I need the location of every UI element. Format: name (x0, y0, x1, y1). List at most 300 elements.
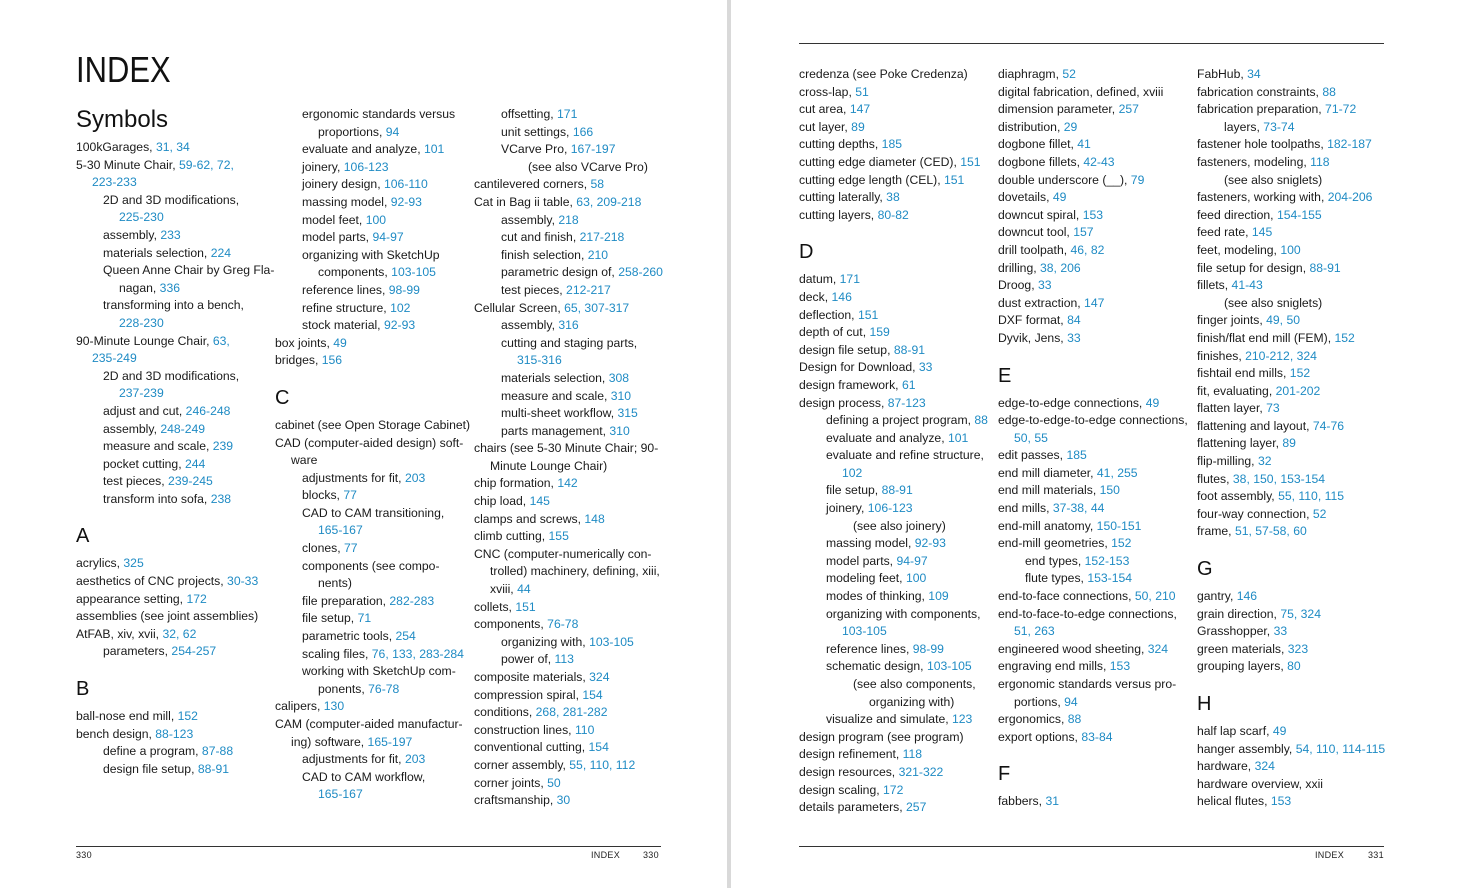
page-reference-link[interactable]: 49, 50 (1266, 313, 1300, 328)
entry-term: flip-milling, (1197, 454, 1258, 469)
page-reference-link[interactable]: 51 (855, 84, 869, 99)
page-reference-link[interactable]: 38 (886, 190, 900, 205)
index-entry (275, 352, 470, 370)
index-entry (799, 535, 994, 553)
page-reference-link[interactable]: 151 (857, 307, 879, 322)
page-reference-link[interactable]: 52 (1062, 67, 1076, 81)
page-reference-link[interactable]: 336 (159, 280, 181, 295)
page-reference-link[interactable]: 94 (385, 124, 400, 139)
page-reference-link[interactable]: 323 (1287, 641, 1309, 656)
page-reference-link[interactable]: 65, 307-317 (564, 300, 630, 315)
page-reference-link[interactable]: 77 (344, 541, 358, 556)
index-entry-continuation (275, 264, 470, 282)
page-reference-link[interactable]: 41-43 (1231, 278, 1263, 293)
index-entry (1197, 207, 1397, 225)
page-reference-link[interactable]: 103-105 (589, 634, 634, 649)
page-reference-link[interactable]: 233 (160, 227, 181, 242)
page-reference-link[interactable]: 87-88 (201, 744, 234, 759)
entry-term: foot assembly, (1197, 489, 1279, 504)
page-reference-link[interactable]: 101 (423, 142, 445, 157)
page-reference-link[interactable]: 151 (515, 599, 536, 614)
page-reference-link[interactable]: 151 (960, 154, 981, 169)
page-reference-link[interactable]: 257 (906, 800, 927, 815)
index-entry (799, 154, 994, 172)
page-reference-link[interactable]: 110 (574, 722, 595, 737)
page-reference-link[interactable]: 258-260 (618, 265, 663, 280)
page-reference-link[interactable]: 153 (1082, 207, 1104, 222)
entry-term: file preparation, (302, 593, 390, 608)
page-reference-link[interactable]: 80-82 (877, 207, 909, 222)
index-entry (76, 227, 271, 245)
page-reference-link[interactable]: 77 (343, 488, 357, 503)
entry-term: schematic design, (826, 659, 927, 674)
page-reference-link[interactable]: 154-155 (1276, 207, 1322, 222)
page-reference-link[interactable]: 145 (1251, 225, 1273, 240)
page-reference-link[interactable]: 325 (123, 556, 144, 571)
index-entry (799, 412, 994, 430)
page-reference-link[interactable]: 49 (1272, 724, 1287, 738)
page-reference-link[interactable]: 49 (333, 335, 347, 350)
page-reference-link[interactable]: 167-197 (570, 142, 616, 157)
page-reference-link[interactable]: 118 (1310, 154, 1330, 169)
entry-term: details parameters, (799, 800, 907, 815)
page-reference-link[interactable]: 42-43 (1083, 154, 1115, 169)
page-reference-link[interactable]: 100 (365, 212, 387, 227)
page-reference-link[interactable]: 88-91 (1309, 260, 1341, 275)
entry-term: model parts, (826, 553, 897, 568)
page-reference-link[interactable]: 61 (901, 377, 916, 392)
page-reference-link[interactable]: 165-197 (367, 734, 413, 749)
index-entry (76, 368, 271, 386)
page-reference-link[interactable]: 94 (1064, 694, 1078, 709)
page-reference-link[interactable]: 257 (1118, 102, 1139, 117)
index-entry (998, 295, 1193, 313)
entry-term: gantry, (1197, 589, 1237, 604)
page-reference-link[interactable]: 102 (842, 465, 863, 480)
page-reference-link[interactable]: 49 (1145, 395, 1160, 410)
page-reference-link[interactable]: 113 (554, 652, 574, 667)
index-entry-continuation (76, 209, 271, 227)
page-reference-link[interactable]: 235-249 (92, 351, 137, 366)
entry-term: calipers, (275, 699, 324, 714)
entry-term: (see also components, (853, 677, 976, 691)
page-reference-link[interactable]: 146 (831, 289, 852, 304)
page-reference-link[interactable]: 88 (1322, 84, 1336, 99)
index-entry (275, 194, 470, 212)
entry-term: file setup, (302, 611, 358, 626)
section-heading: Symbols (76, 106, 169, 133)
entry-term: hardware, (1197, 759, 1255, 774)
page-reference-link[interactable]: 88 (974, 413, 988, 428)
page-reference-link[interactable]: 203 (404, 752, 426, 767)
page-reference-link[interactable]: 31, 34 (155, 140, 190, 154)
entry-term: pocket cutting, (103, 456, 185, 471)
entry-term: deck, (799, 289, 832, 304)
entry-term: export options, (998, 729, 1082, 744)
page-reference-link[interactable]: 33 (1273, 624, 1288, 639)
index-entry-continuation (275, 786, 470, 804)
index-entry-continuation (799, 623, 994, 641)
index-entry (998, 136, 1193, 154)
page-reference-link[interactable]: 75, 324 (1280, 606, 1321, 621)
index-entry-continuation (275, 124, 470, 142)
index-entry (474, 124, 674, 142)
entry-term: CAD to CAM workflow, (302, 769, 426, 784)
page-reference-link[interactable]: 88-91 (881, 483, 913, 498)
page-reference-link[interactable]: 153-154 (1087, 571, 1133, 586)
page-reference-link[interactable]: 50, 55 (1014, 430, 1048, 445)
page-reference-link[interactable]: 153 (1270, 794, 1292, 809)
page-reference-link[interactable]: 156 (321, 353, 343, 368)
page-reference-link[interactable]: 37-38, 44 (1052, 501, 1105, 516)
page-reference-link[interactable]: 46, 82 (1070, 242, 1105, 257)
entry-term: engineered wood sheeting, (998, 641, 1148, 656)
index-entry (474, 212, 674, 230)
page-reference-link[interactable]: 152 (177, 709, 198, 724)
page-reference-link[interactable]: 148 (584, 511, 605, 526)
page-reference-link[interactable]: 92-93 (390, 194, 422, 209)
index-entry-continuation (998, 430, 1193, 448)
entry-term: feed rate, (1197, 225, 1252, 240)
page-reference-link[interactable]: 89 (1282, 436, 1296, 451)
page-reference-link[interactable]: 79 (1130, 172, 1145, 187)
index-entry-continuation (799, 694, 994, 712)
page-reference-link[interactable]: 106-123 (343, 159, 389, 174)
page-reference-link[interactable]: 34 (1247, 67, 1261, 81)
page-reference-link[interactable]: 44 (517, 582, 531, 597)
index-entry (1197, 741, 1397, 759)
page-reference-link[interactable]: 150 (1099, 483, 1120, 498)
page-reference-link[interactable]: 185 (1066, 448, 1087, 463)
index-entry (275, 176, 470, 194)
entry-term: Cat in Bag ii table, (474, 194, 577, 209)
entry-term: visualize and simulate, (826, 712, 952, 727)
entry-term: ergonomic standards versus (302, 107, 456, 121)
page-reference-link[interactable]: 92-93 (914, 536, 946, 551)
index-entry (799, 606, 994, 624)
page-reference-link[interactable]: 32 (1257, 454, 1272, 469)
footer-section-label: INDEX (1315, 850, 1345, 860)
page-reference-link[interactable]: 223-233 (92, 175, 137, 190)
index-entry (275, 751, 470, 769)
section-heading: G (1197, 558, 1213, 581)
page-reference-link[interactable]: 76-78 (547, 617, 579, 632)
entry-term: assemblies (see joint assemblies) (76, 609, 259, 624)
page-reference-link[interactable]: 52 (1312, 506, 1327, 521)
index-entry (1197, 523, 1397, 541)
index-entry (998, 277, 1193, 295)
page-reference-link[interactable]: 103-105 (926, 659, 972, 674)
page-reference-link[interactable]: 33 (918, 360, 933, 375)
index-entry (474, 651, 674, 669)
page-reference-link[interactable]: 30-33 (227, 574, 259, 589)
page-reference-link[interactable]: 147 (849, 102, 871, 117)
page-reference-link[interactable]: 244 (184, 456, 206, 471)
page-reference-link[interactable]: 51, 57-58, 60 (1234, 524, 1307, 539)
page-reference-link[interactable]: 324 (589, 670, 610, 684)
entry-term: composite materials, (474, 670, 590, 684)
page-reference-link[interactable]: 212-217 (566, 282, 611, 297)
page-reference-link[interactable]: 76-78 (368, 681, 400, 696)
page-reference-link[interactable]: 63, 209-218 (576, 194, 642, 209)
index-entry (799, 641, 994, 659)
index-entry (474, 546, 674, 564)
index-entry (76, 262, 275, 280)
entry-term: fabrication preparation, (1197, 102, 1326, 117)
entry-term: end mill diameter, (998, 465, 1097, 480)
entry-term: multi-sheet workflow, (501, 406, 618, 421)
page-reference-link[interactable]: 185 (881, 137, 903, 152)
page-reference-link[interactable]: 87-123 (887, 395, 926, 410)
page-reference-link[interactable]: 268, 281-282 (535, 705, 608, 720)
page-reference-link[interactable]: 310 (610, 388, 632, 403)
index-entry (76, 297, 271, 315)
page-reference-link[interactable]: 74-76 (1312, 418, 1345, 433)
page-reference-link[interactable]: 228-230 (119, 315, 164, 330)
index-entry (275, 698, 470, 716)
page-reference-link[interactable]: 32, 62 (162, 626, 197, 641)
page-reference-link[interactable]: 166 (572, 124, 594, 139)
index-title: INDEX (76, 49, 171, 90)
entry-term: materials selection, (501, 370, 609, 385)
page-reference-link[interactable]: 218 (558, 212, 579, 227)
page-reference-link[interactable]: 308 (608, 370, 630, 385)
entry-term: grouping layers, (1197, 659, 1288, 674)
page-reference-link[interactable]: 237-239 (119, 386, 164, 401)
index-entry (1197, 136, 1397, 154)
page-reference-link[interactable]: 172 (186, 591, 207, 606)
page-reference-link[interactable]: 80 (1287, 659, 1301, 674)
page-reference-link[interactable]: 123 (952, 712, 973, 727)
entry-term: Cellular Screen, (474, 300, 565, 315)
entry-term: corner joints, (474, 775, 548, 790)
page-reference-link[interactable]: 94-97 (372, 230, 404, 245)
index-entry-continuation (275, 681, 470, 699)
page-reference-link[interactable]: 73-74 (1263, 119, 1295, 134)
page-reference-link[interactable]: 103-105 (842, 624, 887, 639)
page-reference-link[interactable]: 150-151 (1096, 518, 1142, 533)
page-reference-link[interactable]: 100 (1280, 242, 1301, 257)
page-reference-link[interactable]: 246-248 (185, 403, 231, 418)
section-heading: H (1197, 693, 1212, 715)
page-reference-link[interactable]: 63, (212, 333, 230, 348)
page-reference-link[interactable]: 217-218 (579, 230, 625, 245)
index-entry (799, 676, 994, 694)
page-reference-link[interactable]: 254-257 (171, 644, 217, 659)
page-reference-link[interactable]: 154 (588, 740, 609, 755)
page-reference-link[interactable]: 29 (1063, 119, 1078, 134)
entry-term: file setup, (826, 483, 882, 498)
page-reference-link[interactable]: 88-91 (197, 761, 230, 776)
page-reference-link[interactable]: 152 (1289, 366, 1311, 381)
page-reference-link[interactable]: 55, 110, 112 (569, 757, 636, 772)
page-reference-link[interactable]: 146 (1236, 589, 1258, 604)
index-entry (275, 300, 470, 318)
page-reference-link[interactable]: 254 (395, 629, 416, 644)
page-reference-link[interactable]: 71-72 (1325, 102, 1357, 117)
entry-term: define a program, (103, 744, 202, 759)
page-reference-link[interactable]: 49 (1052, 190, 1067, 205)
page-reference-link[interactable]: 106-123 (867, 501, 913, 516)
page-reference-link[interactable]: 55, 110, 115 (1278, 489, 1345, 504)
page-reference-link[interactable]: 310 (609, 423, 630, 438)
entry-term: finish/flat end mill (FEM), (1197, 330, 1335, 345)
entry-term: flatten layer, (1197, 401, 1267, 416)
entry-term: model parts, (302, 230, 373, 245)
page-reference-link[interactable]: 159 (869, 325, 890, 340)
page-reference-link[interactable]: 103-105 (391, 265, 436, 280)
index-entry (76, 333, 271, 351)
page-reference-link[interactable]: 31 (1045, 794, 1059, 809)
page-reference-link[interactable]: 152 (1111, 536, 1132, 551)
entry-term: engraving end mills, (998, 659, 1110, 674)
page-reference-link[interactable]: 315 (617, 406, 638, 421)
page-reference-link[interactable]: 71 (357, 611, 372, 626)
index-entry (1197, 641, 1397, 659)
page-reference-link[interactable]: 171 (557, 107, 578, 121)
entry-term: organizing with, (501, 634, 590, 649)
page-reference-link[interactable]: 239 (212, 439, 234, 454)
page-reference-link[interactable]: 165-167 (318, 787, 363, 802)
section-heading: B (76, 678, 90, 701)
page-reference-link[interactable]: 210 (587, 247, 609, 262)
page-reference-link[interactable]: 88-91 (893, 342, 926, 357)
entry-term: chairs (see 5-30 Minute Chair; 90- (474, 441, 659, 456)
page-reference-link[interactable]: 38, 150, 153-154 (1232, 471, 1326, 486)
page-reference-link[interactable]: 204-206 (1327, 190, 1373, 205)
page-reference-link[interactable]: 38, 206 (1040, 260, 1081, 275)
page-reference-link[interactable]: 109 (928, 589, 949, 604)
entry-term: Design for Download, (799, 360, 919, 375)
index-entry (998, 518, 1193, 536)
index-entry (998, 84, 1193, 102)
page-reference-link[interactable]: 153 (1109, 659, 1131, 674)
page-reference-link[interactable]: 100 (905, 571, 927, 586)
page-reference-link[interactable]: 182-187 (1327, 137, 1372, 152)
page-reference-link[interactable]: 147 (1084, 295, 1105, 310)
entry-term: fillets, (1197, 278, 1232, 293)
index-entry-continuation (275, 575, 470, 593)
entry-term: design refinement, (799, 747, 903, 762)
entry-term: dogbone fillets, (998, 154, 1084, 169)
page-reference-link[interactable]: 88 (1067, 712, 1082, 727)
page-reference-link[interactable]: 94-97 (896, 553, 928, 568)
page-reference-link[interactable]: 51, 263 (1014, 624, 1055, 639)
index-entry-continuation (275, 452, 470, 470)
page-reference-link[interactable]: 130 (323, 699, 345, 714)
entry-term: parametric design of, (501, 265, 619, 280)
page-reference-link[interactable]: 225-230 (119, 210, 164, 225)
page-reference-link[interactable]: 54, 110, 114-115 (1295, 741, 1386, 756)
entry-term: (see also VCarve Pro) (528, 159, 648, 174)
page-reference-link[interactable]: 321-322 (898, 764, 944, 779)
index-entry (1197, 723, 1397, 741)
entry-term: grain direction, (1197, 606, 1281, 621)
page-reference-link[interactable]: 50 (547, 775, 561, 790)
page-reference-link[interactable]: 98-99 (388, 282, 420, 297)
page-reference-link[interactable]: 171 (839, 272, 860, 287)
page-reference-link[interactable]: 324 (1147, 641, 1169, 656)
entry-term: craftsmanship, (474, 793, 557, 808)
index-entry (1197, 365, 1397, 383)
index-entry (1197, 658, 1397, 676)
index-entry (998, 588, 1193, 606)
page-reference-link[interactable]: 157 (1073, 225, 1094, 240)
index-entry (474, 493, 674, 511)
page-reference-link[interactable]: 102 (390, 300, 411, 315)
page-reference-link[interactable]: 88-123 (155, 726, 194, 741)
entry-term: cut and finish, (501, 230, 580, 245)
page-reference-link[interactable]: 224 (210, 245, 232, 260)
section-heading: D (799, 241, 814, 264)
page-reference-link[interactable]: 152-153 (1084, 553, 1130, 568)
entry-term: ing) software, (291, 734, 368, 749)
page-reference-link[interactable]: 165-167 (318, 523, 363, 538)
entry-term: measure and scale, (501, 388, 611, 403)
page-reference-link[interactable]: 248-249 (160, 421, 206, 436)
page-reference-link[interactable]: 282-283 (389, 593, 435, 608)
index-entry (799, 395, 994, 413)
page-reference-link[interactable]: 324 (1254, 759, 1275, 774)
page-reference-link[interactable]: 210-212, 324 (1245, 348, 1317, 363)
index-entry (998, 242, 1193, 260)
page-reference-link[interactable]: 41 (1077, 137, 1091, 152)
page-reference-link[interactable]: 41, 255 (1096, 465, 1138, 480)
page-reference-link[interactable]: 145 (529, 494, 550, 509)
page-reference-link[interactable]: 89 (851, 119, 865, 134)
page-reference-link[interactable]: 59-62, 72, (178, 157, 234, 172)
page-reference-link[interactable]: 92-93 (383, 318, 416, 333)
page-reference-link[interactable]: 315-316 (517, 353, 562, 368)
page-reference-link[interactable]: 316 (558, 318, 579, 333)
page-reference-link[interactable]: 101 (947, 430, 969, 445)
entry-term: parts management, (501, 423, 610, 438)
page-reference-link[interactable]: 142 (557, 476, 578, 491)
page-reference-link[interactable]: 154 (582, 687, 603, 702)
index-entry (275, 769, 470, 787)
page-reference-link[interactable]: 151 (943, 172, 965, 187)
page-reference-link[interactable]: 239-245 (168, 474, 213, 489)
page-reference-link[interactable]: 83-84 (1081, 729, 1113, 744)
entry-term: design resources, (799, 764, 899, 779)
page-reference-link[interactable]: 58 (590, 177, 605, 192)
right-page (731, 0, 1457, 888)
page-reference-link[interactable]: 73 (1266, 401, 1280, 416)
page-reference-link[interactable]: 106-110 (383, 177, 428, 192)
entry-term: finger joints, (1197, 313, 1267, 328)
page-reference-link[interactable]: 155 (548, 529, 569, 544)
page-reference-link[interactable]: 238 (210, 491, 232, 506)
page-reference-link[interactable]: 76, 133, 283-284 (371, 646, 464, 661)
page-reference-link[interactable]: 33 (1037, 278, 1052, 293)
page-reference-link[interactable]: 33 (1067, 330, 1081, 345)
page-reference-link[interactable]: 203 (404, 470, 426, 485)
page-reference-link[interactable]: 118 (902, 747, 923, 762)
index-entry (1197, 277, 1397, 295)
index-entry (275, 628, 470, 646)
page-reference-link[interactable]: 98-99 (912, 641, 944, 656)
page-reference-link[interactable]: 201-202 (1275, 383, 1321, 398)
page-reference-link[interactable]: 50, 210 (1134, 589, 1176, 604)
entry-term: fit, evaluating, (1197, 383, 1276, 398)
index-entry (76, 643, 271, 661)
page-reference-link[interactable]: 172 (883, 782, 904, 797)
entry-term: chip formation, (474, 476, 558, 491)
page-reference-link[interactable]: 152 (1334, 330, 1355, 345)
page-reference-link[interactable]: 30 (556, 793, 571, 808)
page-reference-link[interactable]: 84 (1067, 313, 1081, 328)
entry-term: adjust and cut, (103, 403, 186, 418)
